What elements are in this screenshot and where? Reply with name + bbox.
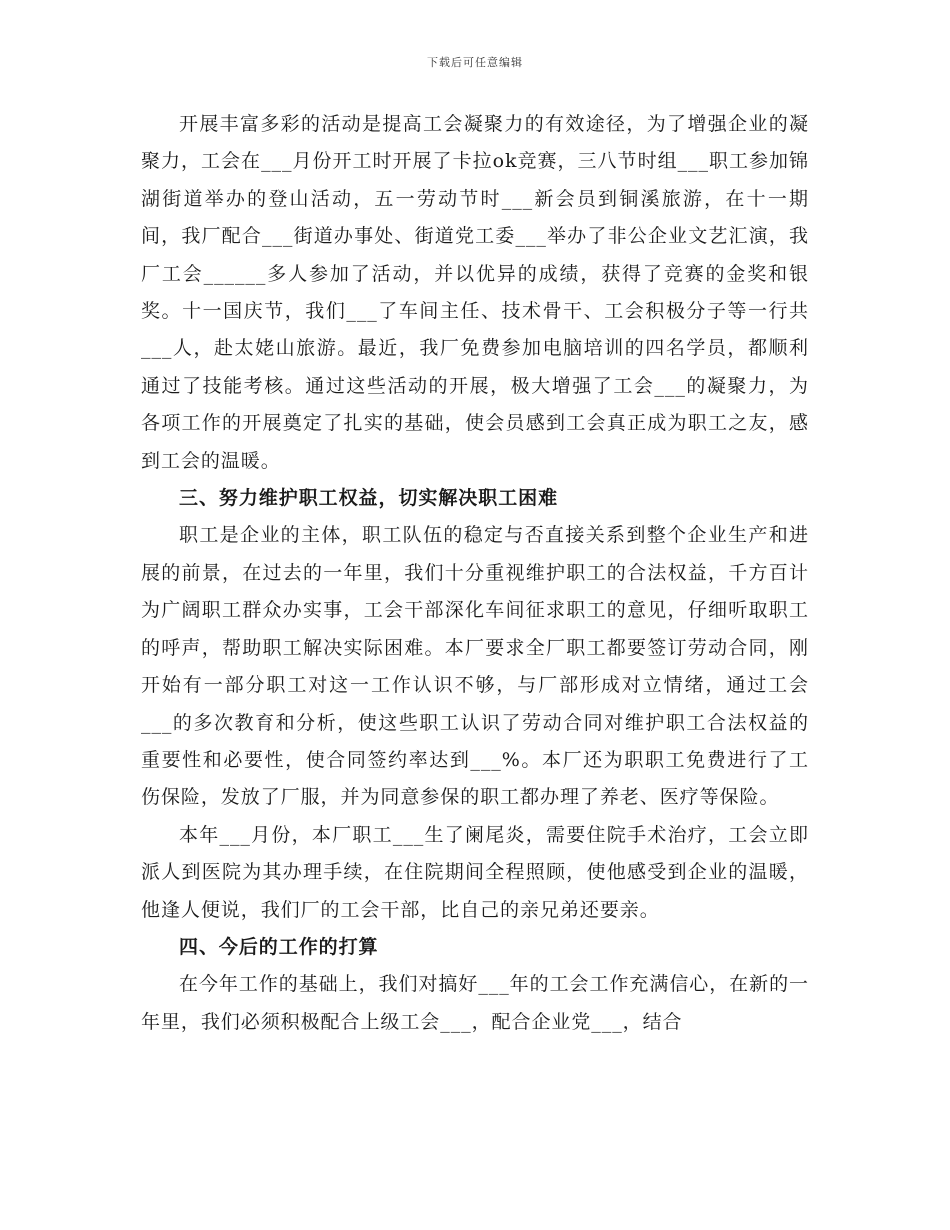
paragraph-plan: 在今年工作的基础上，我们对搞好___年的工会工作充满信心，在新的一年里，我们必须积极配合上级工会___，配合企业党___，结合 — [141, 973, 809, 1033]
section-heading-3: 三、努力维护职工权益，切实解决职工困难 — [179, 487, 559, 510]
page-header: 下载后可任意编辑 — [427, 56, 523, 69]
paragraph-activities: 开展丰富多彩的活动是提高工会凝聚力的有效途径，为了增强企业的凝聚力，工会在___月份开工时开展了卡拉ok竞赛，三八节时组___职工参加锦湖街道举办的登山活动，五一劳动节时___新会员到铜溪旅游，在十一期间，我厂配合___街道办事处、街道党工委___举办了非公企业文艺汇演，我厂工会______多人参加了活动，并以优异的成绩，获得了竞赛的金奖和银奖。十一国庆节，我们___了车间主任、技术骨干、工会积极分子等一行共___人，赴太姥山旅游。最近，我厂免费参加电脑培训的四名学员，都顺利通过了技能考核。通过这些活动的开展，极大增强了工会___的凝聚力，为各项工作的开展奠定了扎实的基础，使会员感到工会真正成为职工之友，感到工会的温暖。 — [141, 113, 809, 472]
paragraph-rights: 职工是企业的主体，职工队伍的稳定与否直接关系到整个企业生产和进展的前景，在过去的一年里，我们十分重视维护职工的合法权益，千方百计为广阔职工群众办实事，工会干部深化车间征求职工的意见，仔细听取职工的呼声，帮助职工解决实际困难。本厂要求全厂职工都要签订劳动合同，刚开始有一部分职工对这一工作认识不够，与厂部形成对立情绪，通过工会___的多次教育和分析，使这些职工认识了劳动合同对维护职工合法权益的重要性和必要性，使合同签约率达到___%。本厂还为职职工免费进行了工伤保险，发放了厂服，并为同意参保的职工都办理了养老、医疗等保险。 — [141, 524, 809, 809]
section-heading-4: 四、今后的工作的打算 — [179, 935, 379, 958]
paragraph-case: 本年___月份，本厂职工___生了阑尾炎，需要住院手术治疗，工会立即派人到医院为其办理手续，在住院期间全程照顾，使他感受到企业的温暖，他逢人便说，我们厂的工会干部，比自己的亲兄弟还要亲。 — [141, 823, 809, 921]
document-body — [141, 106, 809, 1041]
